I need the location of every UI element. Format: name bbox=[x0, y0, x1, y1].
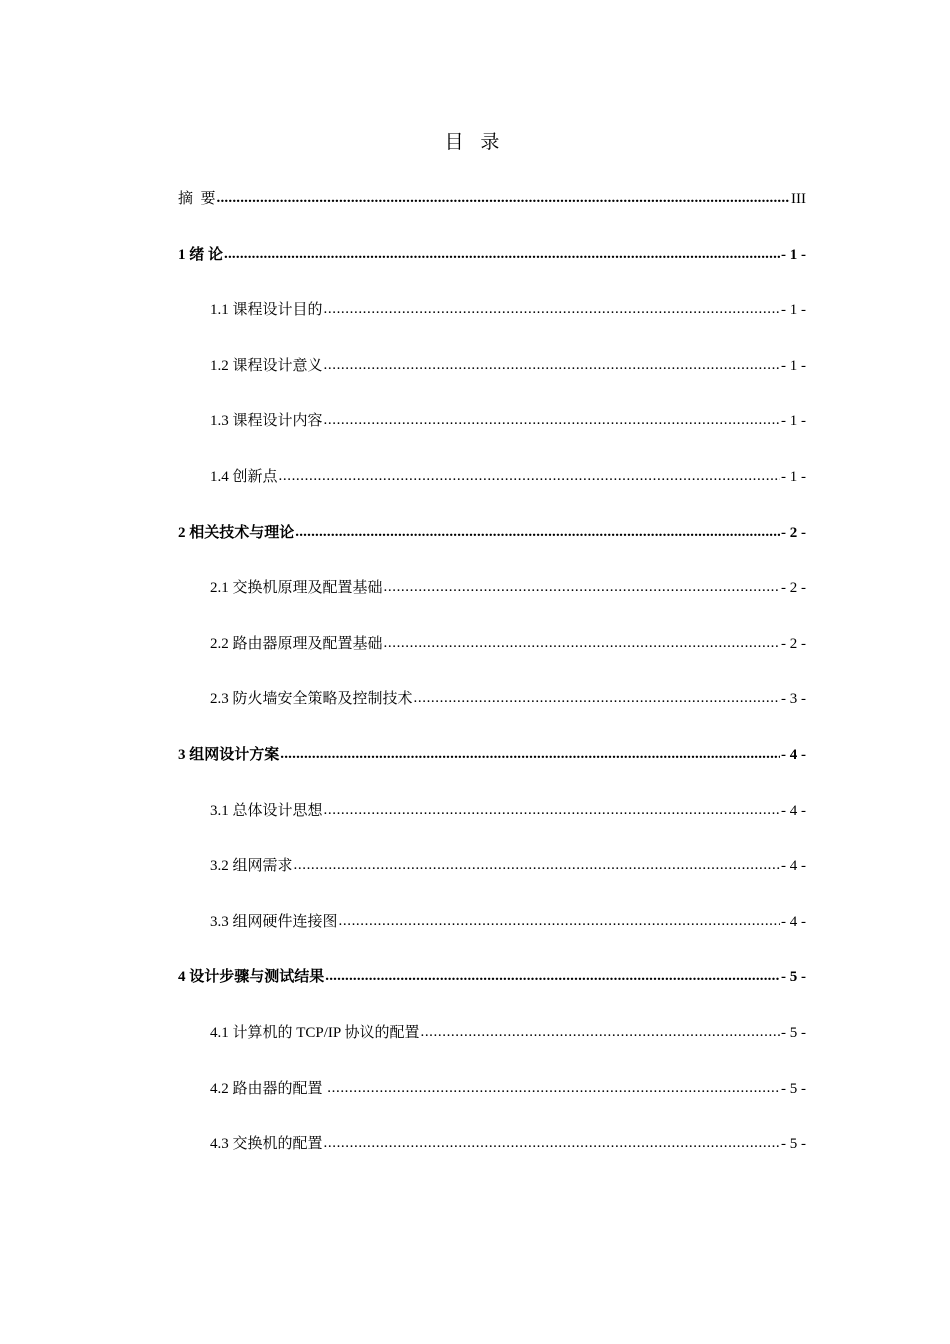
toc-dot-leader bbox=[327, 1075, 780, 1101]
toc-entry-page: - 4 - bbox=[781, 746, 806, 763]
toc-entry-page: - 2 - bbox=[781, 524, 806, 541]
toc-entry-label: 3 组网设计方案 bbox=[178, 746, 280, 763]
toc-entry-section-3-2[interactable] bbox=[178, 853, 806, 909]
toc-entry-label: 3.2 组网需求 bbox=[210, 858, 293, 875]
toc-entry-label: 4.1 计算机的 TCP/IP 协议的配置 bbox=[210, 1024, 420, 1041]
toc-entry-label: 2.2 路由器原理及配置基础 bbox=[210, 635, 383, 652]
toc-entry-page: - 2 - bbox=[781, 580, 806, 597]
toc-entry-label: 4.2 路由器的配置 bbox=[210, 1080, 327, 1097]
toc-entry-page: - 4 - bbox=[781, 858, 806, 875]
toc-entry-page: - 5 - bbox=[781, 969, 806, 986]
toc-entry-label: 2 相关技术与理论 bbox=[178, 524, 295, 541]
toc-entry-section-4-2[interactable] bbox=[178, 1076, 806, 1132]
toc-entry-page: - 1 - bbox=[781, 246, 806, 263]
toc-entry-chapter-1[interactable] bbox=[178, 242, 806, 298]
toc-dot-leader bbox=[295, 519, 780, 545]
toc-entry-label: 3.3 组网硬件连接图 bbox=[210, 913, 338, 930]
toc-dot-leader bbox=[325, 963, 780, 989]
toc-entry-page: - 1 - bbox=[781, 413, 806, 430]
toc-entry-section-2-2[interactable] bbox=[178, 631, 806, 687]
toc-entry-page: - 4 - bbox=[781, 913, 806, 930]
toc-dot-leader bbox=[224, 241, 780, 267]
toc-entry-section-3-3[interactable] bbox=[178, 909, 806, 965]
toc-entry-label: 1.4 创新点 bbox=[210, 468, 278, 485]
toc-dot-leader bbox=[384, 574, 780, 600]
toc-entry-section-2-1[interactable] bbox=[178, 575, 806, 631]
toc-dot-leader bbox=[414, 685, 780, 711]
toc-entry-label: 1.3 课程设计内容 bbox=[210, 413, 323, 430]
toc-dot-leader bbox=[324, 352, 780, 378]
toc-entry-page: - 1 - bbox=[781, 357, 806, 374]
toc-entry-label: 1.1 课程设计目的 bbox=[210, 302, 323, 319]
toc-dot-leader bbox=[324, 296, 780, 322]
toc-entry-page: III bbox=[791, 191, 806, 207]
toc-entry-label: 1.2 课程设计意义 bbox=[210, 357, 323, 374]
toc-entry-page: - 1 - bbox=[781, 302, 806, 319]
toc-dot-leader bbox=[339, 908, 780, 934]
toc-list bbox=[178, 186, 806, 1187]
toc-entry-section-1-2[interactable] bbox=[178, 353, 806, 409]
toc-dot-leader bbox=[384, 630, 780, 656]
toc-entry-page: - 4 - bbox=[781, 802, 806, 819]
toc-dot-leader bbox=[420, 1019, 780, 1045]
toc-entry-section-1-1[interactable] bbox=[178, 297, 806, 353]
toc-dot-leader bbox=[280, 741, 780, 767]
toc-dot-leader bbox=[279, 463, 780, 489]
toc-dot-leader bbox=[324, 1130, 780, 1156]
toc-entry-page: - 5 - bbox=[781, 1080, 806, 1097]
toc-entry-page: - 3 - bbox=[781, 691, 806, 708]
toc-entry-section-2-3[interactable] bbox=[178, 686, 806, 742]
toc-entry-chapter-2[interactable] bbox=[178, 520, 806, 576]
toc-entry-label: 4.3 交换机的配置 bbox=[210, 1136, 323, 1153]
toc-entry-label: 1 绪 论 bbox=[178, 246, 224, 263]
toc-entry-abstract[interactable] bbox=[178, 186, 806, 242]
toc-entry-section-1-4[interactable] bbox=[178, 464, 806, 520]
toc-entry-section-4-1[interactable] bbox=[178, 1020, 806, 1076]
toc-dot-leader bbox=[294, 852, 780, 878]
toc-dot-leader bbox=[324, 407, 780, 433]
toc-entry-label: 2.1 交换机原理及配置基础 bbox=[210, 580, 383, 597]
toc-dot-leader bbox=[217, 185, 790, 211]
toc-title: 目 录 bbox=[444, 132, 506, 153]
toc-entry-label: 摘 要 bbox=[178, 191, 216, 207]
toc-entry-label: 4 设计步骤与测试结果 bbox=[178, 969, 325, 986]
toc-entry-chapter-4[interactable] bbox=[178, 964, 806, 1020]
toc-entry-section-1-3[interactable] bbox=[178, 408, 806, 464]
toc-entry-page: - 2 - bbox=[781, 635, 806, 652]
toc-entry-section-3-1[interactable] bbox=[178, 798, 806, 854]
toc-entry-page: - 5 - bbox=[781, 1024, 806, 1041]
toc-entry-chapter-3[interactable] bbox=[178, 742, 806, 798]
toc-entry-label: 2.3 防火墙安全策略及控制技术 bbox=[210, 691, 413, 708]
toc-entry-page: - 5 - bbox=[781, 1136, 806, 1153]
toc-entry-page: - 1 - bbox=[781, 468, 806, 485]
toc-entry-label: 3.1 总体设计思想 bbox=[210, 802, 323, 819]
toc-entry-section-4-3[interactable] bbox=[178, 1131, 806, 1187]
toc-dot-leader bbox=[324, 797, 780, 823]
